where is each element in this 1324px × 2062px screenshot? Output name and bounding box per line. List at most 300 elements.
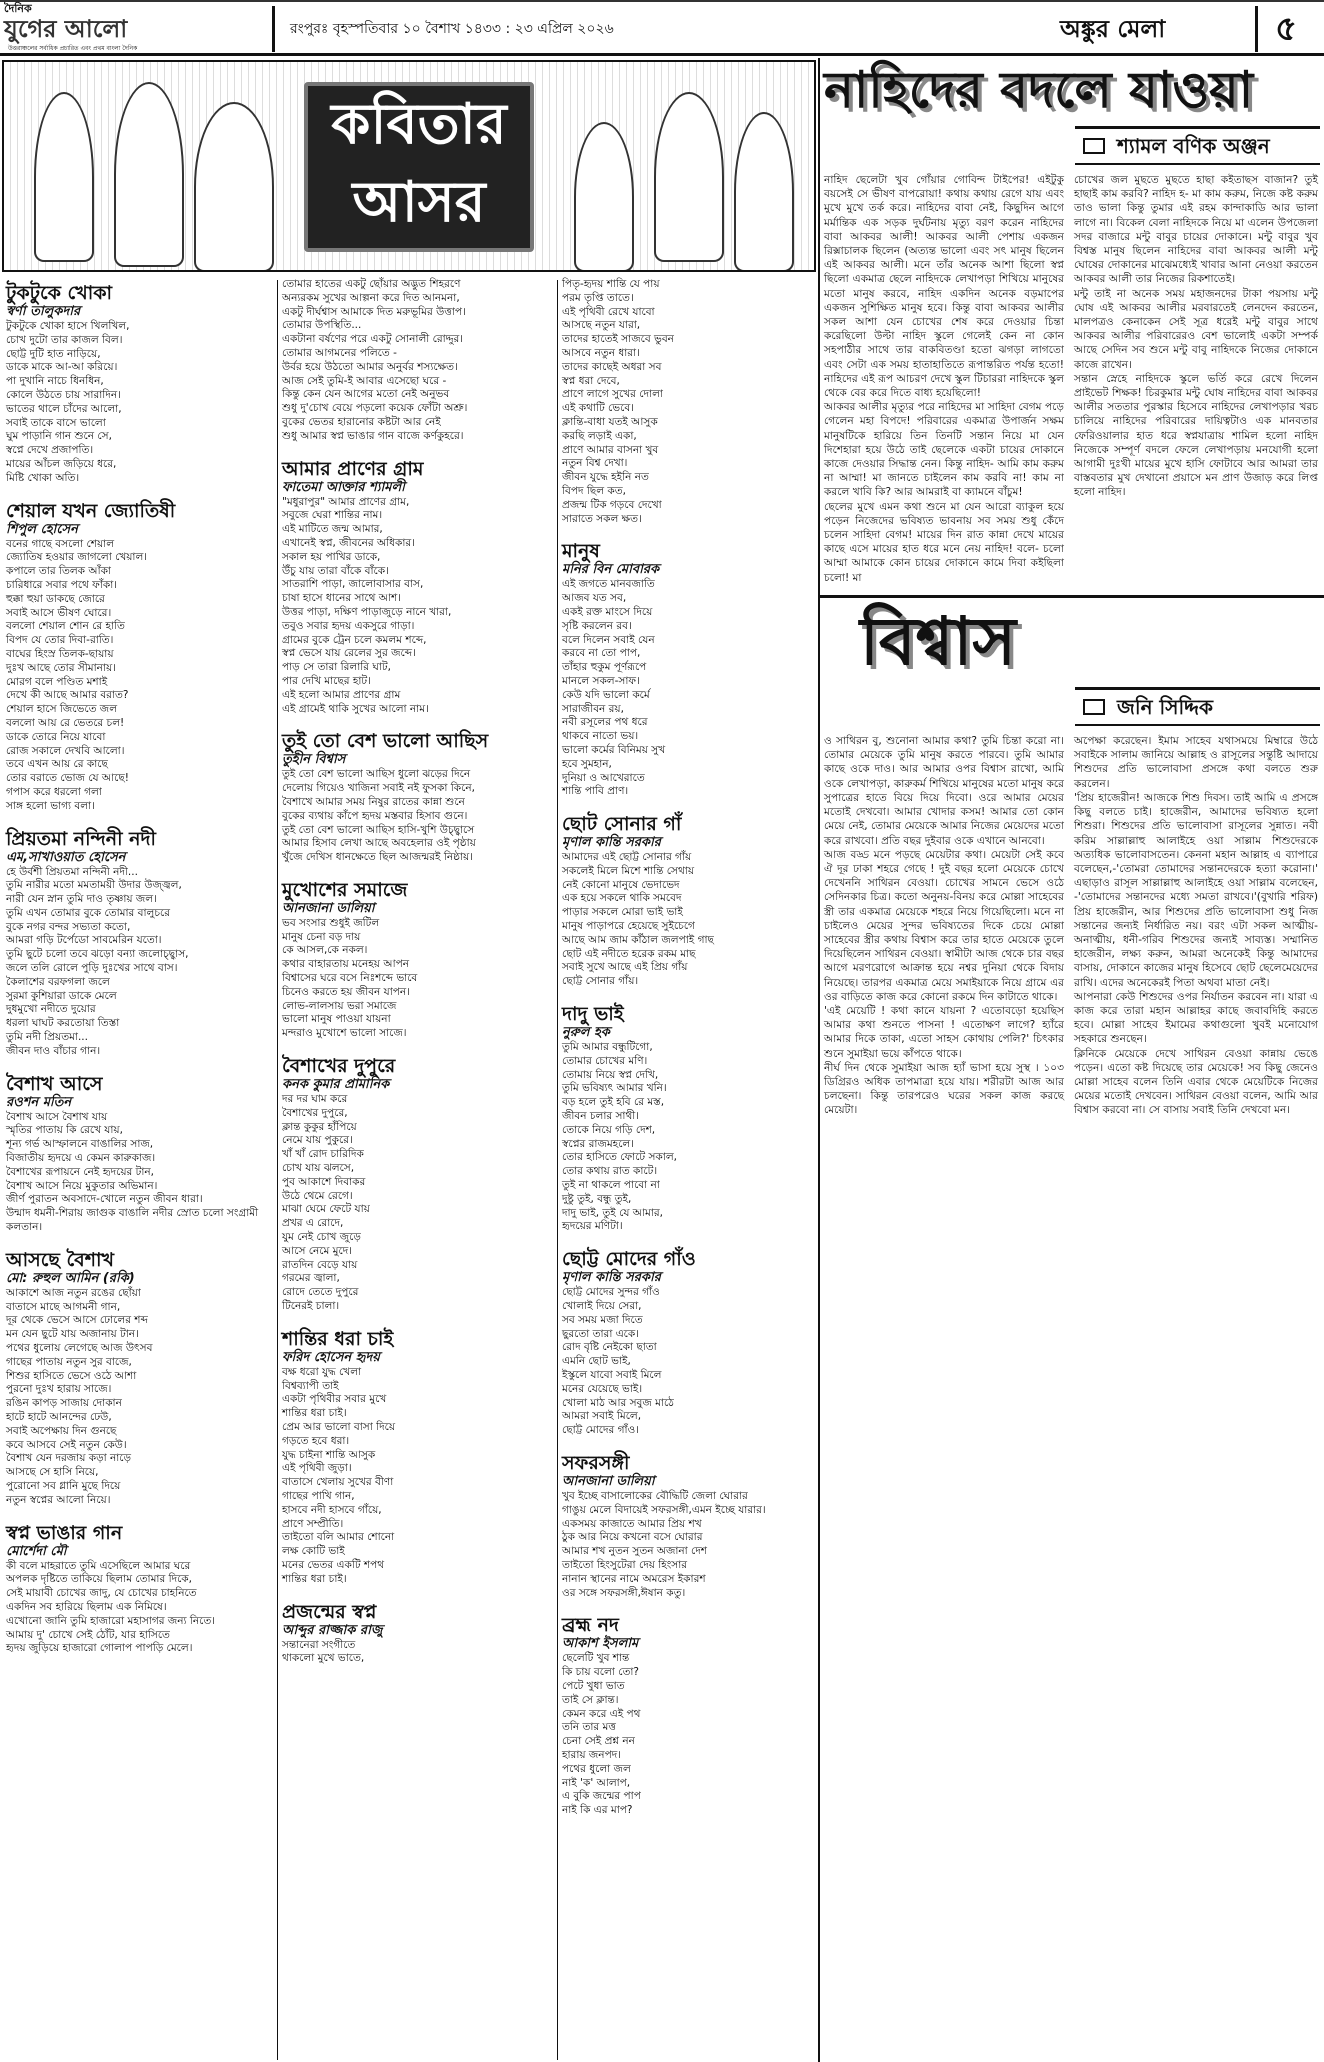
poem-line: খুব ইচ্ছে বাসালোকের বৌদ্ধিটি জেলা ঘোরার (562, 1489, 748, 1502)
poem-line: শেয়াল হাসে জিভেতে জল (6, 703, 118, 716)
poem-line: পরম তৃপ্তি তাতে। (562, 291, 634, 304)
poem-line: তুই তো বেশ ভালো আছিস ধুলো ঝড়ের দিনে (282, 768, 471, 781)
poem-line: স্বপ্নে দেখে প্রজাপতি। (6, 444, 94, 457)
poem-line: এই হলো আমার প্রাণের গ্রাম (282, 688, 401, 701)
column-rule (277, 280, 278, 2060)
poem-title: স্বপ্ন ভাঙার গান (6, 1521, 123, 1544)
poem-line: বৈশাখের রূপায়নে নেই হৃদয়ের টান, (6, 1165, 154, 1178)
poem-title: প্রজন্মের স্বপ্ন (282, 1600, 377, 1623)
poem-line: করছি লড়াই একা, (562, 429, 637, 442)
poem (6, 828, 274, 1059)
poem-line: হৃদয়ের মণিটা। (562, 1220, 623, 1233)
poem-line: সেই মায়াবী চোখের জাদু, যে চোখের চাহনিতে (6, 1587, 197, 1600)
poem-line: ধরলা ঘাঘট করতোয়া তিস্তা (6, 1017, 120, 1030)
poem-line: উঠে থেমে রেগে। (282, 1189, 353, 1202)
poem-line: দুঃখ আছে তোর সীমানায়। (6, 661, 116, 674)
poem-column-1 (6, 282, 274, 1670)
poem-line: জীবন দাও বাঁচার গান। (6, 1044, 101, 1057)
page-number: ৫ (1275, 9, 1298, 49)
poem-line: নাই 'ক' আলাপ, (562, 1776, 631, 1789)
poem-line: শূন্য গর্ভ আস্ফালনে বাঙালির সাজ, (6, 1138, 154, 1151)
poem-line: আসছে নতুন যারা, (562, 319, 641, 332)
poem-line: ভালো কর্মের বিনিময় সুখ (562, 743, 666, 756)
poem-line: করবে না তো পাপ, (562, 647, 641, 660)
poem-line: জীবন যুদ্ধে হইনি নত (562, 471, 649, 484)
poem-line: এই মাটিতে জন্ম আমার, (282, 523, 383, 536)
article-paragraph: নাহিদ ছেলেটা খুব গোঁয়ার গোবিন্দ টাইপের! এইটুকু বয়সেই সে ভীষণ বাপরোয়া! কথায় কথায় রেগে যায় এবং মুখে মুখে তর্ক করে। নাহিদের বাবা নেই, কিছুদিন আগে মর্মান্তিক এক সড়ক দুর্ঘটনায় মৃত্যু বরণ করেন নাহিদের বাবা আকবর আলী! আকবর আলী পেশায় একজন রিক্সাচালক ছিলেন (অত্যন্ত ভালো এবং সৎ মানুষ ছিলেন এই আকবর আলী। মনে তাঁর অনেক আশা ছিলো স্বপ্ন ছিলো একমাত্র ছেলে নাহিদকে লেখাপড়া শিখিয়ে মানুষের মতো মানুষ করবে, নাহিদ একদিন অনেক বড়মাপের একজন সুশিক্ষিত মানুষ হবে। কিন্তু বাবা আকবর আলীর সকল আশা যেন চোখের শেষ করে দেওয়ার চিন্তা করেছিলো উল্টা নাহিদ স্কুলে গেলেই কেন না কোন সহপাঠীর সাথে তার বাকবিতণ্ডা হতো ঝগড়া লাগতো এবং সেটা এক সময় হাতাহাতিতে রূপান্তরিত পর্যন্ত হতো! নাহিদের এই রূপ আচরণ দেখে স্কুল টিচাররা নাহিদকে স্কুল থেকে বের করে দিতে বাধ্য হয়েছিলো! (824, 174, 1064, 400)
poem-line: প্রাণে সম্প্রীতি। (282, 1517, 344, 1530)
poem-line: বলে দিলেন সবাই যেন (562, 633, 655, 646)
poem-line: দাদু ভাই, তুই যে আমার, (562, 1206, 663, 1219)
banner-title: কবিতার আসর (304, 82, 534, 252)
poem-line: দুনিয়া ও আখেরাতে (562, 771, 645, 784)
poem-line: তাদের কাছেই অধরা সব (562, 360, 662, 373)
article-paragraph: নীর্ঘ দিন থেকে সুমাইয়া আজ হ্যাঁ ভাসা হয়ে সুস্থ । ১০৩ ডিগ্রিরও অধিক তাপমাত্রা হয়ে যায়। শরীরটা আজ আর চলছেনা। কিন্তু তারপরেও ঘরের সকল কাজ করছে মেয়েটা। (824, 1061, 1064, 1117)
poem-line: ছোট্ট সোনার গাঁয়। (562, 975, 639, 988)
poem-line: গ্রামের বুকে ট্রেন চলে কমলম শব্দে, (282, 633, 427, 646)
poem-title: মানুষ (562, 540, 600, 563)
poem-line: সবাই আসে ভীষণ ঘোরে। (6, 606, 112, 619)
poem (282, 278, 554, 444)
poem-line: এক হয়ে সকলে থাকি সমবেদ (562, 892, 682, 905)
column-rule (818, 58, 820, 2062)
poem-line: জলে তলি রোলে পুড়ি দুঃখের সাথে বাস। (6, 962, 178, 975)
poem-line: তুমি নদী প্রিয়তমা... (6, 1031, 88, 1044)
article-2-byline (1075, 687, 1320, 726)
poem-line: বাতাসে মাছে আগমনী গান, (6, 1300, 121, 1313)
poem-line: চেনা সেই প্রশ্ন নন (562, 1735, 635, 1748)
poem-line: নতুন স্বপ্নের আলো নিয়ে। (6, 1493, 111, 1506)
poem-line: উত্তর পাড়া, দক্ষিণ পাড়াজুড়ে নানে খারা, (282, 605, 452, 618)
poem-line: একটানা বর্ষণের পরে একটু সোনালী রোদ্দুর। (282, 333, 464, 346)
poem-line: তাই সে ক্লান্ত। (562, 1693, 619, 1706)
poem-line: তাইতো হিংসুটেরা দেয় হিংসার (562, 1558, 688, 1571)
poem-line: হাসবে নদী হাসবে গাঁয়ে, (282, 1503, 382, 1516)
poem-line: কী বলে মাহরাতে তুমি এসেছিলে আমার ঘরে (6, 1559, 191, 1572)
poem-line: চারিধারে সবার পথে ফাঁকা। (6, 578, 118, 591)
column-rule (557, 280, 558, 2060)
logo-tagline: উত্তরাঞ্চলের সর্বাধিক প্রচারিত এবং প্রথম বাংলা দৈনিক (8, 45, 138, 52)
poem-line: আমায় দু' চোখে সেই ঠোঁট, যার হাসিতে (6, 1628, 170, 1641)
poem-line: সবাই সুখে আছে এই প্রিয় গাঁয় (562, 961, 688, 974)
poem-author: রওশন মতিন (6, 1094, 72, 1110)
poem-line: বৈশাখ যেন দরজায় কড়া নাড়ে (6, 1452, 131, 1465)
poem-line: নানান স্থানের নামে অমরেস ইকারশ (562, 1572, 706, 1585)
poem-line: বিশ্বাসের ঘরে বসে নিঃশব্দে ভাবে (282, 972, 418, 985)
poem-title: দাদু ভাই (562, 1003, 624, 1026)
poem-title: শেয়াল যখন জ্যোতিষী (6, 499, 176, 522)
poem-line: ডাকে মাকে আ-আ করিয়ে। (6, 361, 118, 374)
poem-line: "মধুরাপুর" আমার প্রাণের গ্রাম, (282, 495, 410, 508)
poem (6, 1522, 274, 1657)
poem-line: তবে এখন আয় রে কাছে (6, 758, 108, 771)
poem-line: স্বপ্নের রাজমহলে। (562, 1137, 634, 1150)
poem-line: তুই না থাকলে পাবো না (562, 1179, 660, 1192)
poem-line: তোমার চোখের মণি। (562, 1054, 648, 1067)
poem-line: পেটে খুধা ভাত (562, 1679, 625, 1692)
poem-line: মাঝা ঘেমে ফেটে যায় (282, 1203, 370, 1216)
poem (282, 879, 554, 1041)
poem-line: খোলা মাঠ আর সবুজ মাঠে (562, 1396, 674, 1409)
poem-line: কপালে তার তিলক আঁকা (6, 565, 111, 578)
poem-line: মনের যেয়েছে ভাই। (562, 1382, 643, 1395)
poem-line: এই জগতে মানবজাতি (562, 578, 655, 591)
poem-line: দূর থেকে ভেসে আসে ঢোলের শব্দ (6, 1314, 148, 1327)
poem-line: পাড়ার সকলে মোরা ভাই ভাই (562, 906, 683, 919)
article-paragraph: ও সাথিরন বু, শুনোনা আমার কথা? তুমি চিন্তা করো না। তোমার মেয়েকে তুমি মানুষ করতে পারবে। তুমি আমার কাছে ওকে দাও। আর আমার ওপর বিশ্বাস রাখো, আমি ওকে লেখাপড়া, কারুকর্ম শিখিয়ে মানুষের মতো মানুষ করে সুপাত্রের হাতে বিয়ে দিয়ে দিবো। ওরে আমার মেয়ের মতোই দেখবো। আমার খোদার কসম! আমার তো কোন মেয়ে নেই, তোমার মেয়েকে আমার নিজের মেয়েদের মতো করে রাখবো। প্রতি বছর দুইবার ওকে এখানে আনবো। (824, 735, 1064, 847)
article-paragraph: আজ বড্ড মনে পড়ছে মেয়েটার কথা। মেয়েটা সেই কবে ঐ দূর ঢাকা শহরে গেছে ! দুই বছর হলো মেয়েকে চোখে দেখেননি সাথিরন বেওয়া। চোখের সামনে ভেসে ওঠে সেদিনকার চিত্র। কতো অনুনয়-বিনয় করে মোল্লা সাহেবের স্ত্রী তার একমাত্র মেয়েকে শহরে নিয়ে গিয়েছিলো। মনে না চাইলেও মেয়ের সুন্দর ভবিষ্যতের দিকে চেয়ে মোল্লা সাহেবের স্ত্রীর কথায় বিশ্বাস করে তার হাতে মেয়েকে তুলে দিয়েছিলেন সাথিরন বেওয়া। স্বামীটা আজ থেকে চার বছর আগে মরণরোগে আক্রান্ত হয়ে নশ্বর দুনিয়া থেকে বিদায় নিয়েছে। তারপর একমাত্র মেয়ে সমাইয়াকে নিয়ে গ্রামে এর ওর বাড়িতে কাজ করে কোনো রকমে দিন কাটাতে থাকে। (824, 848, 1064, 1003)
poem-line: গাছের পাতায় নতুন সুর বাজে, (6, 1355, 132, 1368)
article-paragraph: চোখের জল মুছতে মুছতে হাছা কইতাছস বাজান? তুই হাছাই কাম করবি? নাহিদ হ- মা কাম করুম, নিজে কষ্ট করুম তাও ভালা কিন্তু তুমার এই রহম কান্দাকাডি আর ভালা লাগে না। বিকেল বেলা নাহিদকে নিয়ে মা এলেন উপজেলা সদর বাজারে মন্টু বাবুর চায়ের দোকানে। মন্টু বাবুর খুব বিশ্বস্ত মানুষ ছিলেন নাহিদের বাবা আকবর আলী মন্টু ঘোষের দোকানের মাঝেমধ্যেই খাবার আনা নেওয়া করতেন আকবর আলী তার নিজের রিকশাতেই। (1074, 174, 1318, 286)
poem-line: দেখে কী আছে আমার বরাত? (6, 689, 129, 702)
poem-line: দুধমুখো নদীতে দুয়োর (6, 1003, 96, 1016)
poem-author: আনজানা ডালিয়া (562, 1473, 655, 1489)
poem-author: ফরিদ হোসেন হৃদয় (282, 1349, 380, 1365)
poem-line: শান্তির ধরা চাই। (282, 1572, 347, 1585)
poem-title: সফরসঙ্গী (562, 1451, 630, 1474)
poem-line: প্রাণে লাগে সুখের দোলা (562, 388, 663, 401)
poem-column-2 (282, 278, 554, 1680)
poem-line: একটু দীর্ঘশ্বাস আমাকে দিত মরুভূমির উত্তাপ। (282, 305, 466, 318)
poem-line: তোমার উপস্থিতি... (282, 319, 362, 332)
poem-line: গরমের জ্বালা, (282, 1272, 340, 1285)
poem-title: ব্রহ্ম নদ (562, 1614, 619, 1637)
poem-line: এই পৃথিবী রেখে যাবো (562, 305, 655, 318)
poem (282, 1601, 554, 1667)
poem-title: তুই তো বেশ ভালো আছিস (282, 730, 489, 753)
poem-title: ছোট্ট মোদের গাঁও (562, 1248, 696, 1271)
poem-line: এই পৃথিবী জুড়া। (282, 1462, 352, 1475)
poem-line: ভাতের থালে চাঁদের আলো, (6, 402, 122, 415)
article-paragraph: ক্লিনিকে মেয়েকে দেখে সাথিরন বেওয়া কান্নায় ভেঙে পড়েন। এতো কষ্ট দিয়েছে তার মেয়েকে! সব কিছু জেনেও মোল্লা সাহেব বলেন তিনি এবার থেকে মেয়েটিকে নিজের মেয়ের মতোই দেখবেন। সাথিরন বেওয়া বলেন, আমি আর বিশ্বাস করবো না। সে বাসায় সবাই তিনি দেখবো মন। (1074, 1047, 1318, 1117)
poem-line: জীর্ণ পুরাতন অবসাদে-খোলে নতুন জীবন ধারা। (6, 1193, 203, 1206)
poem-line: আজ সেই তুমি-ই আবার এসেছো ঘরে - (282, 374, 447, 387)
poem-line: হে উর্বশী প্রিয়তমা নন্দিনী নদী... (6, 865, 138, 878)
poem (282, 458, 554, 717)
poem-line: ক্লান্তি-বাধা যতই আসুক (562, 415, 658, 428)
poem-line: বিপদ ছিল কত, (562, 484, 626, 497)
poem (282, 1055, 554, 1314)
author-name: শ্যামল বণিক অঞ্জন (1117, 134, 1270, 158)
poem-line: একদিন সব হারিয়ে ছিলাম এক নিমিষে। (6, 1600, 167, 1613)
poem-line: শান্তি পাবি প্রাণ। (562, 785, 629, 798)
poem-line: পুরনো দুঃখ হারায় সাজে। (6, 1383, 112, 1396)
poem-line: বৈশাখের দুপুরে, (282, 1106, 348, 1119)
poem-line: তোর কথায় রাত কাটে। (562, 1165, 658, 1178)
poem-title: বৈশাখ আসে (6, 1072, 103, 1095)
poem-line: কবে আসবে সেই নতুন কেউ। (6, 1438, 127, 1451)
poem-line: বুকের ভেতর হারানোর কষ্টটা আর নেই (282, 415, 441, 428)
poem-line: বিজাতীয় হৃদয়ে এ কেমন কারুকাজ। (6, 1152, 156, 1165)
poem-line: এখানেই স্বপ্ন, জীবনের অধিকার। (282, 536, 415, 549)
poem-line: লোভ-লালসায় ভরা সমাজে (282, 999, 397, 1012)
poem-line: প্রাণে আমার বাসনা খুব (562, 443, 659, 456)
poem-line: সব সময় মজা দিতে (562, 1313, 643, 1326)
poem-line: যুদ্ধ চাইনা শান্তি আসুক (282, 1448, 376, 1461)
article-1-column-2 (1074, 173, 1318, 585)
poem-line: সবাই অপেক্ষায় দিন গুনছে (6, 1424, 117, 1437)
poem-line: খুঁজে দেখিস ধানক্ষেতে ছিল আজন্মরই নিষ্ঠায়। (282, 851, 473, 864)
poem-line: বিপদ যে তোর দিবা-রাতি। (6, 634, 114, 647)
poem-line: সকাল হয় পাখির ডাকে, (282, 550, 381, 563)
poem-line: পুব আকাশে দিবাকর (282, 1175, 366, 1188)
poem-author: স্বর্ণা তালুকদার (6, 304, 81, 319)
poem-line: এই গ্রামেই থাকি সুখের আলো নাম। (282, 702, 429, 715)
poem-line: ক্লান্ত কুকুর হাঁপিয়ে (282, 1120, 357, 1133)
poem-line: তাইতো বলি আমার শোনো (282, 1531, 395, 1544)
poem-line: সবুজে ঘেরা শান্তির নাম। (282, 509, 383, 522)
poem-line: সৃষ্টি করলেন রব। (562, 619, 632, 632)
poem-line: রঙিন কাপড় সাজায় দোকান (6, 1397, 122, 1410)
poem-line: তুমি ছুটে চলো তবে ঝড়ো বন্যা জলোচ্ছ্বাস, (6, 948, 189, 961)
article-1-column-1 (824, 173, 1064, 585)
poem-line: চাষা হাসে ধানের সাথে আশ। (282, 592, 402, 605)
poem-line: চিনেও করতে হয় জীবন যাপন। (282, 985, 410, 998)
poem-line: প্রজন্ম টিক গড়বে দেখো (562, 498, 662, 511)
poem-line: সকলেই মিলে মিশে শান্তি সেথায় (562, 864, 695, 877)
poem-line: আমার হিসাব লেখা আছে অবহেলার ওই পৃষ্ঠায় (282, 837, 476, 850)
poem-line: স্মৃতির পাতায় কি রেখে যায়, (6, 1124, 123, 1137)
poem-author: নুরুল হক (562, 1025, 610, 1041)
poem-line: টিনেরই চালা। (282, 1300, 340, 1313)
square-icon (1083, 699, 1105, 715)
author-name: জনি সিদ্দিক (1117, 695, 1213, 720)
poem-line: তাঁহার হুকুম পূর্ণরূপে (562, 661, 647, 674)
poem-line: সন্তানেরা সংগীতে (282, 1638, 356, 1651)
poem-line: হুক্কা হুয়া ডাকছে জোরে (6, 592, 105, 605)
poem-line: নারী যেন স্নান তুমি দাও তৃষ্ণায় জল। (6, 893, 157, 906)
poem-line: শান্তির ধরা চাই। (282, 1407, 347, 1420)
poem-line: তাদের হাতেই সাজবে ভুবন (562, 333, 674, 346)
poem-line: বললো আয় রে ভেতরে চল! (6, 716, 125, 729)
poem-line: একই রক্ত মাংসে দিয়ে (562, 605, 653, 618)
poem (562, 1248, 814, 1438)
poem-line: শিশুর হাসিতে ভেসে ওঠে আশা (6, 1369, 137, 1382)
stories-region (824, 60, 1320, 1118)
poem-line: রোদ বৃষ্টি নেইকো ছাতা (562, 1341, 657, 1354)
poem (562, 540, 814, 799)
poem-line: সাঙ্গ হলো ভাগ্য বলা। (6, 799, 95, 812)
article-paragraph: অপেক্ষা করেছেন। ইমাম সাহেব যথাসময়ে মিম্বারে উঠে সবাইকে সালাম জানিয়ে আল্লাহ ও রাসূলের সন্তুষ্টি আদায়ে শিশুদের প্রতি ভালোবাসা প্রসঙ্গে কথা বলতে শুরু করলেন। (1074, 735, 1318, 790)
poem-line: মোরগ বলে পণ্ডিত মশাই (6, 675, 108, 688)
poem-line: সারাতে সকল ক্ষত। (562, 512, 642, 525)
poem (562, 1452, 814, 1600)
poem-line: বুকে নগর বন্দর সভ্যতা কতো, (6, 920, 131, 933)
poem-line: বুকের ব্যথায় কাঁপে হৃদয় মস্তবার হিসাব গুনে। (282, 809, 468, 822)
poem-line: জ্যোতিষ হওয়ার জাগলো খেয়াল। (6, 551, 148, 564)
poem-line: তুমি ভবিষ্যৎ আমার খনি। (562, 1082, 667, 1095)
poem-author: মৃণাল কান্তি সরকার (562, 1270, 661, 1286)
poem-title: ছোট সোনার গাঁ (562, 813, 682, 836)
poem-line: আছে আম জাম কাঁঠাল জলপাই গাছ (562, 933, 714, 946)
poem-line: আমরা সবাই মিলে, (562, 1410, 642, 1423)
poem-line: তোর হাসিতে ফোটে সকাল, (562, 1151, 677, 1164)
poem-title: আসছে বৈশাখ (6, 1248, 114, 1271)
poem-line: ইস্কুলে যাবো সবাই মিলে (562, 1369, 662, 1381)
poem-line: অন্যরকম সুখের আল্পনা করে দিত আনমনা, (282, 291, 460, 304)
poem-line: তনি তার মত্ত (562, 1721, 616, 1734)
poem-line: হারায় জনপদ। (562, 1748, 621, 1761)
poem-author: মৃণাল কান্তি সরকার (562, 835, 661, 851)
poem-line: এমনি ছোট ভাই, (562, 1355, 631, 1368)
poem-line: খোলাই দিয়ে সেরা, (562, 1300, 642, 1313)
poem-line: হবে সুমহান, (562, 757, 612, 770)
poem-line: ওর সঙ্গে সফরসঙ্গী,ঈষান কতু। (562, 1586, 686, 1599)
poem-line: বড় হলে তুই হবি রে মস্ত, (562, 1096, 665, 1109)
poem-line: টুকটুকে খোকা হাসে খিলখিল, (6, 320, 130, 332)
poem-line: দুষ্টু তুই, বন্ধু তুই, (562, 1192, 632, 1205)
poem-line: আমরা গড়ি টর্পেডো সাবমেরিন যতো। (6, 934, 162, 947)
article-1-byline (1075, 126, 1320, 165)
poem-line: পুরোনো সব গ্লানি মুছে দিয়ে (6, 1479, 121, 1492)
poem-line: একসময় কাজাতে আমার প্রিয় শখ (562, 1517, 702, 1530)
poem-line: নবী রসূলের পথ ধরে (562, 716, 648, 729)
poem (562, 1003, 814, 1234)
poem-line: বৈশাখ আসে নিয়ে মুকুতার অভিমান। (6, 1179, 158, 1192)
poem-line: উঁচু যায় তারা বাঁকে বাঁকে। (282, 564, 389, 577)
poem-line: তুমি আমার বন্ধুটিগো, (562, 1041, 653, 1054)
poem-line: পা দুখানি নাচে ধিনধিন, (6, 375, 104, 388)
poem-line: কিন্তু কেন যেন আগের মতো নেই অনুভব (282, 388, 450, 401)
poem-author: মো: রুহুল আমিন (রকি) (6, 1270, 135, 1286)
poem-author: কনক কুমার প্রামানিক (282, 1077, 390, 1093)
poem-line: নাই কি এর মাপ? (562, 1804, 633, 1817)
poem-line: চোখ যায় ঝলসে, (282, 1162, 355, 1175)
poem (6, 1073, 274, 1235)
poem (562, 278, 814, 526)
poem-line: মানুষ পাড়াপরে হেয়েছে সুইচেগে (562, 920, 695, 933)
poem-line: গাছের পাখি গান, (282, 1489, 355, 1502)
poem-line: প্রেম আর ভালো বাসা দিয়ে (282, 1421, 396, 1433)
poetry-banner-illustration (2, 60, 816, 272)
poem-line: ছুরতো তারা একে। (562, 1327, 640, 1340)
poem-line: আকাশে আজ নতুন রঙের ছোঁয়া (6, 1286, 141, 1299)
poem-title: বৈশাখের দুপুরে (282, 1055, 396, 1078)
poem-line: ছেলেটি খুব শান্ত (562, 1652, 630, 1665)
poem-line: কেমন করে এই পথ (562, 1707, 641, 1720)
article-2-column-1 (824, 734, 1064, 1117)
poem-line: পার দেখি মাছের হাট। (282, 674, 371, 687)
section-title: অঙ্কুর মেলা (1060, 15, 1166, 43)
poem-author: এম,সাখাওয়াত হোসেন (6, 849, 126, 865)
poem-line: তুমি এখন তোমার বুকে তোমার বালুচরে (6, 906, 171, 919)
poem-line: পথের ধুলোয় লেগেছে আজ উৎসব (6, 1342, 153, 1355)
poem-line: গপাস করে ধরলো গলা (6, 785, 102, 798)
poem-line: সবাই তাকে বাসে ভালো (6, 416, 106, 429)
poem-line: এই কথাটি ভেবে। (562, 402, 634, 415)
article-paragraph: 'প্রিয় হাজেরীন! আজকে শিশু দিবস। তাই আমি এ প্রসঙ্গে কিছু বলতে চাই। হাজেরীন, আমাদের ভবিষ্যত হলো শিশুরা। শিশুদের প্রতি ভালোবাসা রাসূলের সুন্নাত। নবী করিম সাল্লাল্লাহু আলাইহে ওয়া সাল্লাম শিশুদেরকে অত্যধিক ভালোবাসতেন। কেননা মহান আল্লাহ এ ব্যাপারে বলেছেন,-'তোমরা তোমাদের সন্তানদেরকে হত্যা করোনা।' এছাড়াও রাসূল সাল্লাল্লাহু আলাইহে ওয়া সাল্লাম বলেছেন, -'তোমাদের সন্তানদের মধ্যে সমতা রাখবে।'(বুখারি শরিফ) প্রিয় হাজেরীন, আর শিশুদের প্রতি ভালোবাসা শুধু নিজ সন্তানের জন্যই নির্ধারিত নয়। বরং এটা সকল আত্মীয়-অনাত্মীয়, ধনী-গরিব শিশুদের জন্যই সাব্যস্ত। সম্মানিত হাজেরীন, লক্ষ্য করুন, আমরা অনেকেই কিন্তু আমাদের বাসায়, দোকানে কাজের মানুষ হিসেবে ছোট ছেলেমেয়েদের রাখি। এদের অনেকেরই পিতা অথবা মাতা নেই। (1074, 791, 1318, 989)
poem-line: কৈলাশের বরফগলা জলে (6, 975, 110, 988)
article-paragraph: ছেলের মুখে এমন কথা শুনে মা যেন আরো ব্যাকুল হয়ে পড়েন নিজেদের ভবিষ্যত ভাবনায় সব সময় শুধু কেঁদে চলেন সাহিদা বেগম! মায়ের দিন রাত কান্না দেখে মায়ের কাছে এসে মায়ের হাত ধরে মনে নেয় নাহিদ! বলে- চলো আম্মা আমাকে কোন চায়ের দোকানে কামে দিবা কইছিলা চলো! মা (824, 500, 1064, 584)
poem-line: কথার বাহারতায় মনেহয় আপন (282, 958, 409, 971)
poem (6, 282, 274, 486)
poem-line: শুধু আমার স্বপ্ন ভাঙার গান বাজে কর্ণকুহরে। (282, 429, 464, 442)
poem-line: এ বুকি জন্মের পাপ (562, 1790, 641, 1803)
poem-line: তোমার হাতের একটু ছোঁয়ার অদ্ভুত শিহরণে (282, 278, 461, 290)
poem-line: হৃদয় জুড়িয়ে হাজারো গোলাপ পাপড়ি মেলে। (6, 1642, 193, 1655)
logo-title: যুগের আলো (4, 15, 128, 43)
poem-line: ছোট এই নদীতে হরেক রকম মাছ (562, 947, 696, 960)
poem-line: লক্ষ কোটি ভাই (282, 1545, 345, 1558)
poem-line: উন্মাদ ধমনী-শিরায় জাগুক বাঙালি নদীর স্রোত চলো সংগ্রামী কলতান। (6, 1207, 259, 1234)
poem-author: তুহীন বিশ্বাস (282, 752, 346, 768)
poem-line: স্বপ্ন ভেসে যায় রেলের সুর জব্দে। (282, 647, 416, 660)
poem-author: আকাশ ইসলাম (562, 1636, 639, 1652)
poem-column-3 (562, 278, 814, 1832)
poem-line: মানুষ চেনা বড় দায় (282, 930, 361, 943)
article-paragraph: আপনারা কেউ শিশুদের ওপর নির্যাতন করবেন না। যারা এ কাজ করে তারা মহান আল্লাহর কাছে জবাবদিহি করতে হবে। মোল্লা সাহেব ইমামের কথাগুলো খুবই মনোযোগ সহকারে শুনছেন। (1074, 990, 1318, 1046)
poem-line: বাতাসে খেলায় সুখের বীণা (282, 1476, 394, 1489)
divider (1255, 6, 1258, 52)
poem-line: রাতদিন বেড়ে যায় (282, 1258, 358, 1271)
poem-line: কি চায় বলো তো? (562, 1666, 639, 1679)
poem-author: মোর্শেদা মৌ (6, 1543, 67, 1559)
poem-line: বনের গাছে বসলো শেয়াল (6, 537, 115, 550)
poem-author: মনির বিন মোবারক (562, 562, 660, 578)
poem (282, 1328, 554, 1587)
poem-line: শুধু দু'চোখ বেয়ে পড়লো কয়েক ফোঁটা অশ্রু। (282, 402, 468, 415)
poem-line: বৈশাখে আমার সময় নিষুর রাতের কান্না শুনে (282, 795, 465, 808)
masthead (0, 0, 1324, 56)
poem-line: তুই তো বেশ ভালো আছিস হাসি-খুশি উচ্ছ্বাসে (282, 823, 475, 836)
poem-title: প্রিয়তমা নন্দিনী নদী (6, 827, 156, 850)
logo-small-text: দৈনিক (4, 2, 32, 15)
poem-line: সুরমা কুশিয়ারা ডাকে মেলে (6, 989, 117, 1002)
article-2-column-2 (1074, 734, 1318, 1117)
poem-line: গাঙুয় মেলে বিদায়েই সফরসঙ্গী,এমন ইচ্ছে যারার। (562, 1503, 766, 1516)
poem-line: ঘুম পাড়ানি গান শুনে সে, (6, 430, 112, 443)
poem-line: আজব যত সব, (562, 592, 627, 605)
poem-line: কেউ যদি ভালো কর্মে (562, 688, 650, 701)
poem-line: উর্বর হয়ে উঠতো আমার অনুর্বর শস্যক্ষেত। (282, 360, 458, 373)
poem-line: রোজ সকালে দেখবি আলো। (6, 744, 125, 757)
dateline: রংপুরঃ বৃহস্পতিবার ১০ বৈশাখ ১৪৩৩ : ২৩ এপ্রিল ২০২৬ (290, 21, 614, 37)
poem-line: নেমে যায় পুকুরে। (282, 1134, 353, 1147)
article-paragraph: 'এই মেয়েটি ! কথা কানে যায়না ? এতোবড়ো হয়েছিস আমার কথা শুনতে পাসনা ! এতোক্ষণ লাগে? হ্যাঁরে আমার দিকে তাকা, এতো সাহস কোথায় পেলি?' চিৎকার শুনে সুমাইয়া ভয়ে কাঁপতে থাকে। (824, 1004, 1064, 1060)
poem-line: বললো শেয়াল শোন রে হাতি (6, 620, 125, 633)
poem-line: ছোট্ট মোদের গাঁও। (562, 1424, 640, 1437)
poem-line: আমার শখ নুতন সুতন অজানা দেশ (562, 1545, 708, 1558)
poem-line: বক্ষ ধরো যুদ্ধ খেলা (282, 1365, 362, 1378)
poem-title: মুখোশের সমাজে (282, 878, 408, 901)
poem-line: নতুন বিশ্ব দেখা। (562, 457, 628, 470)
article-paragraph: মন্টু তাই না অনেক সময় মহাজনদের টাকা পয়সায় মন্টু ঘোষ এই আকবর আলীর মরবারতেই লেনদেন করতেন, মালপত্রও কেনাকেন সেই সূত্র ধরেই মন্টু বাবুর সাথে আকবর আলীর পরিবারেরও বেশ ভালোই একটা সম্পর্ক আছে সেদিন সব শুনে মন্টু বাবু নাহিদকে নিজের দোকানে কাজে রাখেন। (1074, 287, 1318, 371)
poem-line: ডাকে তোরে নিয়ে যাবো (6, 730, 106, 743)
poem-line: প্রখর এ রোদে, (282, 1217, 344, 1230)
poem-line: এখোনো জানি তুমি হাজারো মহাসাগর জন্য নিতে। (6, 1614, 216, 1627)
article-1-headline: নাহিদের বদলে যাওয়া (824, 61, 1254, 119)
poem-author: ফাতেমা আক্তার শ্যামলী (282, 479, 405, 495)
poem-line: সারাজীবন রয়, (562, 702, 624, 715)
poem-line: পিতৃ-হৃদয় শান্তি যে পায় (562, 278, 660, 290)
poem-author: শিপুল হোসেন (6, 521, 78, 537)
poem-line: আসে নেমে মুদে। (282, 1244, 352, 1257)
poem-line: তবুও সবার হৃদয় একসুরে গাড়া। (282, 619, 415, 632)
poem (6, 1249, 274, 1508)
poem-line: বিশ্বব্যাপী তাই (282, 1379, 339, 1392)
poem-line: তুমি নারীর মতো মমতাময়ী উদার উজ্জ্বল, (6, 879, 182, 892)
poem-line: চোখ দুটো তার কাজল বিল। (6, 333, 123, 346)
poem-line: আসবে নতুন ধারা। (562, 346, 640, 359)
poem-author: আনজানা ডালিয়া (282, 900, 375, 916)
poem-line: গড়তে হবে ধরা। (282, 1434, 350, 1447)
poem-line: মন্দরাও মুখোশে ভালো সাজে। (282, 1027, 407, 1040)
poem-line: একটা পৃথিবীর সবার মুখে (282, 1393, 387, 1406)
newspaper-logo (4, 2, 266, 54)
poem-line: ভালো মানুষ পাওয়া যায়না (282, 1013, 391, 1026)
poem (282, 730, 554, 865)
poem-line: ছোট্ট মোদের সুন্দর গাঁও (562, 1286, 660, 1299)
